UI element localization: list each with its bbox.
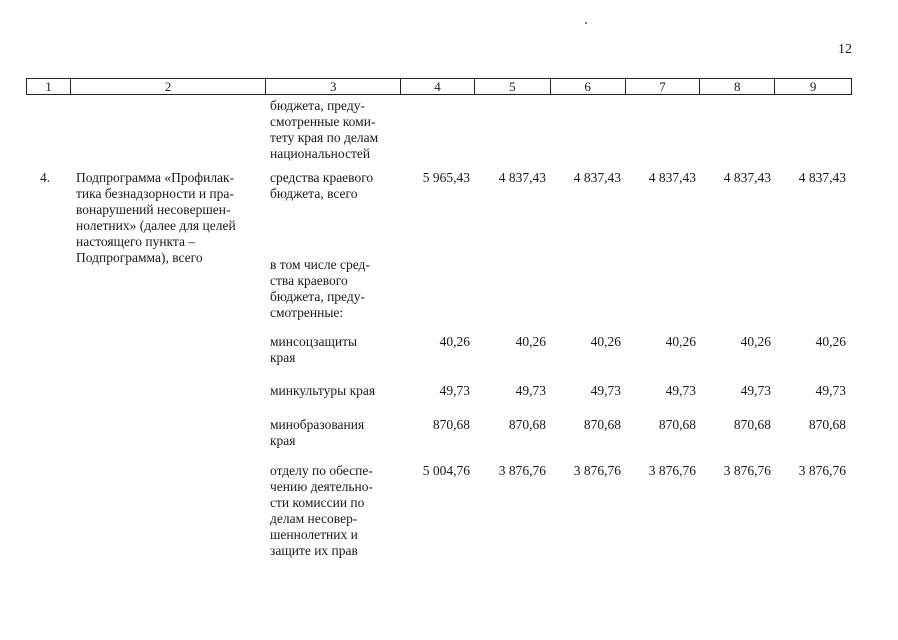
row4-value-col6: 4 837,43 [573, 170, 621, 185]
column-header-6: 6 [551, 79, 626, 94]
subrow-value: 3 876,76 [648, 463, 696, 478]
subrow-value: 49,73 [740, 383, 771, 398]
subrow-value: 5 004,76 [422, 463, 470, 478]
subrow-value: 49,73 [590, 383, 621, 398]
column-header-1: 1 [27, 79, 71, 94]
row4-value-col7: 4 837,43 [648, 170, 696, 185]
column-header-row [26, 78, 852, 95]
subrow-value: 870,68 [583, 417, 621, 432]
subrow-value: 49,73 [815, 383, 846, 398]
subrow-value: 49,73 [439, 383, 470, 398]
subrow-label: минкультуры края [270, 383, 376, 398]
subrow-value: 3 876,76 [573, 463, 621, 478]
subrow-value: 40,26 [740, 334, 771, 349]
subrow-value: 3 876,76 [723, 463, 771, 478]
column-header-4: 4 [401, 79, 475, 94]
subrow-value: 40,26 [815, 334, 846, 349]
row4-value-col5: 4 837,43 [498, 170, 546, 185]
subrow-value: 40,26 [665, 334, 696, 349]
subrow-value: 40,26 [590, 334, 621, 349]
subrow-label: минобразования края [270, 417, 365, 448]
row4-value-col9: 4 837,43 [798, 170, 846, 185]
column-header-8: 8 [700, 79, 775, 94]
subrow-value: 3 876,76 [798, 463, 846, 478]
continuation-source-text: бюджета, преду- смотренные коми- тету края по делам национальностей [270, 98, 379, 161]
column-header-9: 9 [809, 79, 817, 94]
column-header-3: 3 [266, 79, 401, 94]
subrow-label: минсоцзащиты края [270, 334, 358, 365]
row-index: 4. [40, 170, 51, 185]
subrow-value: 870,68 [508, 417, 546, 432]
row4-value-col8: 4 837,43 [723, 170, 771, 185]
column-header-7: 7 [626, 79, 701, 94]
subrow-value: 870,68 [658, 417, 696, 432]
row4-value-col4: 5 965,43 [422, 170, 470, 185]
column-header-2: 2 [71, 79, 267, 94]
subrow-value: 49,73 [515, 383, 546, 398]
subrow-value: 870,68 [808, 417, 846, 432]
subrow-label: отделу по обеспе- чению деятельно- сти комиссии по делам несовер- шеннолетних и защите их прав [270, 463, 374, 558]
subrow-value: 870,68 [432, 417, 470, 432]
row4-source: средства краевого бюджета, всего [270, 170, 374, 201]
subrow-value: 870,68 [733, 417, 771, 432]
subrow-value: 49,73 [665, 383, 696, 398]
including-text: в том числе сред- ства краевого бюджета, преду- смотренные: [270, 257, 370, 320]
subrow-value: 40,26 [515, 334, 546, 349]
scan-artifact [585, 22, 587, 24]
subrow-value: 3 876,76 [498, 463, 546, 478]
subrow-value: 40,26 [439, 334, 470, 349]
column-header-5: 5 [475, 79, 551, 94]
page-number: 12 [838, 42, 852, 57]
subprogram-name: Подпрограмма «Профилак- тика безнадзорности и пра- вонарушений несовершен- нолетних» (далее для целей настоящего пункта – Подпрограмма), всего [76, 170, 236, 265]
